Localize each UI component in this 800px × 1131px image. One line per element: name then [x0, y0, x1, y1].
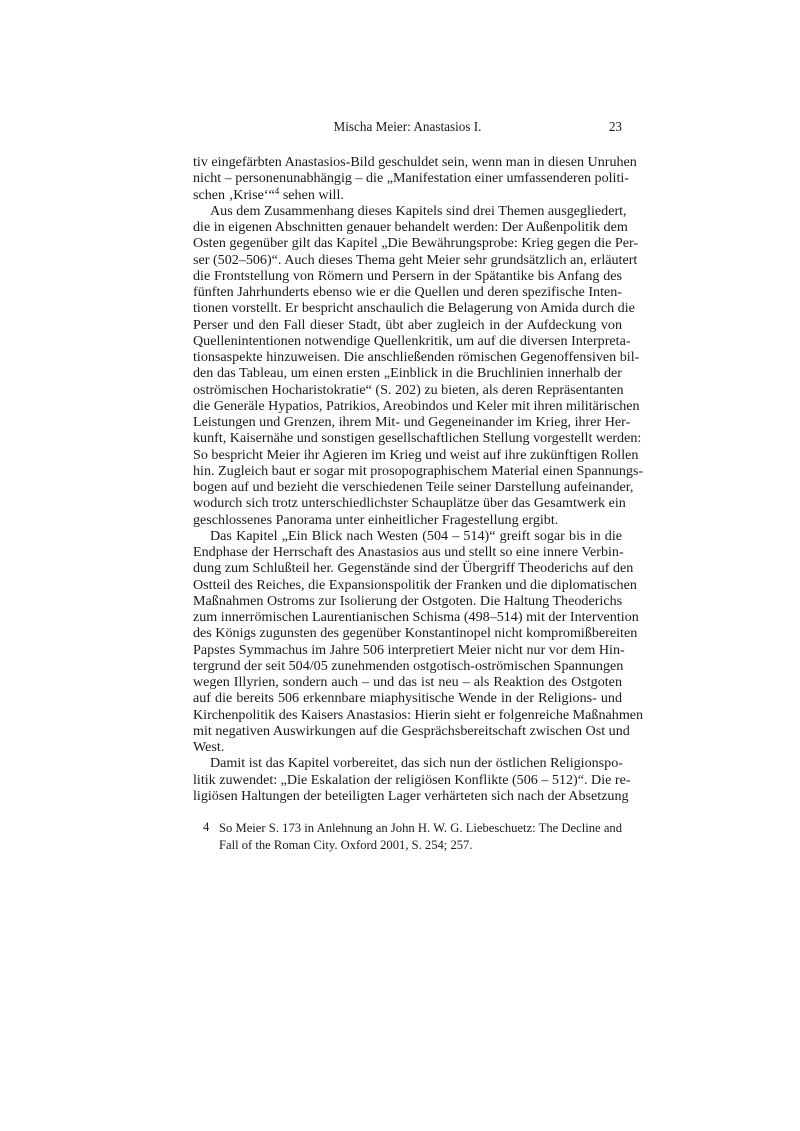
text-line: zum innerrömischen Laurentianischen Schisma (498–514) mit der Intervention [193, 609, 639, 625]
footnote-line: Fall of the Roman City. Oxford 2001, S. 254; 257. [219, 837, 473, 852]
text-line: Aus dem Zusammenhang dieses Kapitels sind drei Themen ausgegliedert, [210, 202, 627, 219]
paragraph [193, 755, 631, 804]
text-line: Das Kapitel „Ein Blick nach Westen (504 – 514)“ greift sogar bis in die [210, 527, 622, 544]
text-line: Kirchenpolitik des Kaisers Anastasios: Hierin sieht er folgenreiche Maßnahmen [193, 706, 644, 723]
running-title: Mischa Meier: Anastasios I. [333, 119, 482, 134]
line-text: sehen will. [279, 186, 344, 203]
text-line: mit negativen Auswirkungen auf die Gesprächsbereitschaft zwischen Ost und [193, 722, 630, 739]
footnote [203, 820, 622, 853]
text-line: So bespricht Meier ihr Agieren im Krieg und weist auf ihre zukünftigen Rollen [193, 446, 639, 463]
text-line: litik zuwendet: „Die Eskalation der religiösen Konflikte (506 – 512)“. Die re- [193, 771, 631, 788]
paragraph [193, 202, 644, 528]
paragraph [193, 154, 637, 203]
text-line: bogen auf und bezieht die verschiedenen Teile seiner Darstellung aufeinander, [193, 479, 634, 495]
text-line: ligiösen Haltungen der beteiligten Lager verhärteten sich nach der Absetzung [193, 787, 629, 804]
text-line: Perser und den Fall dieser Stadt, übt aber zugleich in der Aufdeckung von [193, 316, 622, 333]
page-number: 23 [608, 119, 622, 134]
text-line: Quellenintentionen notwendige Quellenkritik, um auf die diversen Interpreta- [193, 332, 631, 349]
footnote-number: 4 [203, 820, 210, 834]
footnote-line: So Meier S. 173 in Anlehnung an John H. W. G. Liebeschuetz: The Decline and [219, 821, 622, 835]
text-line: tionen vorstellt. Er bespricht anschaulich die Belagerung von Amida durch die [193, 300, 635, 317]
text-line: ser (502–506)“. Auch dieses Thema geht Meier sehr grundsätzlich an, erläutert [193, 251, 638, 268]
text-line: wegen Illyrien, sondern auch – und das ist neu – als Reaktion des Ostgoten [193, 674, 622, 690]
text-line: des Königs zugunsten des gegenüber Konstantinopel nicht kompromißbereiten [193, 625, 638, 642]
text-line: tergrund der seit 504/05 zunehmenden ostgotisch-oströmischen Spannungen [193, 657, 624, 674]
text-line: Maßnahmen Ostroms zur Isolierung der Ostgoten. Die Haltung Theoderichs [193, 592, 623, 609]
text-line: oströmischen Hocharistokratie“ (S. 202) zu bieten, als deren Repräsentanten [193, 381, 624, 398]
text-line: hin. Zugleich baut er sogar mit prosopographischem Material einen Spannungs- [193, 462, 644, 479]
text-line: fünften Jahrhunderts ebenso wie er die Quellen und deren spezifische Inten- [193, 284, 622, 300]
paragraph [193, 527, 644, 756]
text-line: tiv eingefärbten Anastasios-Bild geschuldet sein, wenn man in diesen Unruhen [193, 154, 637, 170]
running-header [193, 119, 622, 136]
text-line: dung zum Schlußteil her. Gegenstände sind der Übergriff Theoderichs auf den [193, 560, 634, 577]
text-line: die Generäle Hypatios, Patrikios, Areobindos und Keler mit ihren militärischen [193, 397, 640, 414]
text-line: Osten gegenüber gilt das Kapitel „Die Bewährungsprobe: Krieg gegen die Per- [193, 235, 639, 252]
text-line: die Frontstellung von Römern und Persern in der Spätantike bis Anfang des [193, 267, 622, 284]
footnote-reference[interactable]: 4 [274, 185, 280, 196]
text-line: Leistungen und Grenzen, ihrem Mit- und Gegeneinander im Krieg, ihrer Her- [193, 414, 631, 430]
text-line [193, 187, 622, 203]
text-line: tionsaspekte hinzuweisen. Die anschließenden römischen Gegenoffensiven bil- [193, 349, 640, 365]
text-line: West. [193, 739, 225, 755]
text-line: Ostteil des Reiches, die Expansionspolitik der Franken und die diplomatischen [193, 576, 637, 593]
line-text: schen ‚Krise‘“ [193, 186, 275, 203]
text-line: wodurch sich trotz unterschiedlichster Schauplätze über das Gesamtwerk ein [193, 495, 626, 512]
text-line: Endphase der Herrschaft des Anastasios aus und stellt so eine innere Verbin- [193, 544, 624, 560]
text-line: nicht – personenunabhängig – die „Manifestation einer umfassenderen politi- [193, 170, 629, 187]
text-line: die in eigenen Abschnitten genauer behandelt werden: Der Außenpolitik dem [193, 219, 628, 235]
text-line: den das Tableau, um einen ersten „Einblick in die Bruchlinien innerhalb der [193, 365, 622, 382]
footnotes [203, 820, 622, 853]
text-line: geschlossenes Panorama unter einheitlicher Fragestellung ergibt. [193, 511, 559, 528]
text-line: kunft, Kaisernähe und sonstigen gesellschaftlichen Stellung vorgestellt werden: [193, 430, 642, 447]
text-line: auf die bereits 506 erkennbare miaphysitische Wende in der Religions- und [193, 690, 622, 707]
text-line: Papstes Symmachus im Jahre 506 interpretiert Meier nicht nur vor dem Hin- [193, 641, 625, 658]
text-line: Damit ist das Kapitel vorbereitet, das sich nun der östlichen Religionspo- [210, 755, 623, 772]
body-text [193, 154, 644, 804]
